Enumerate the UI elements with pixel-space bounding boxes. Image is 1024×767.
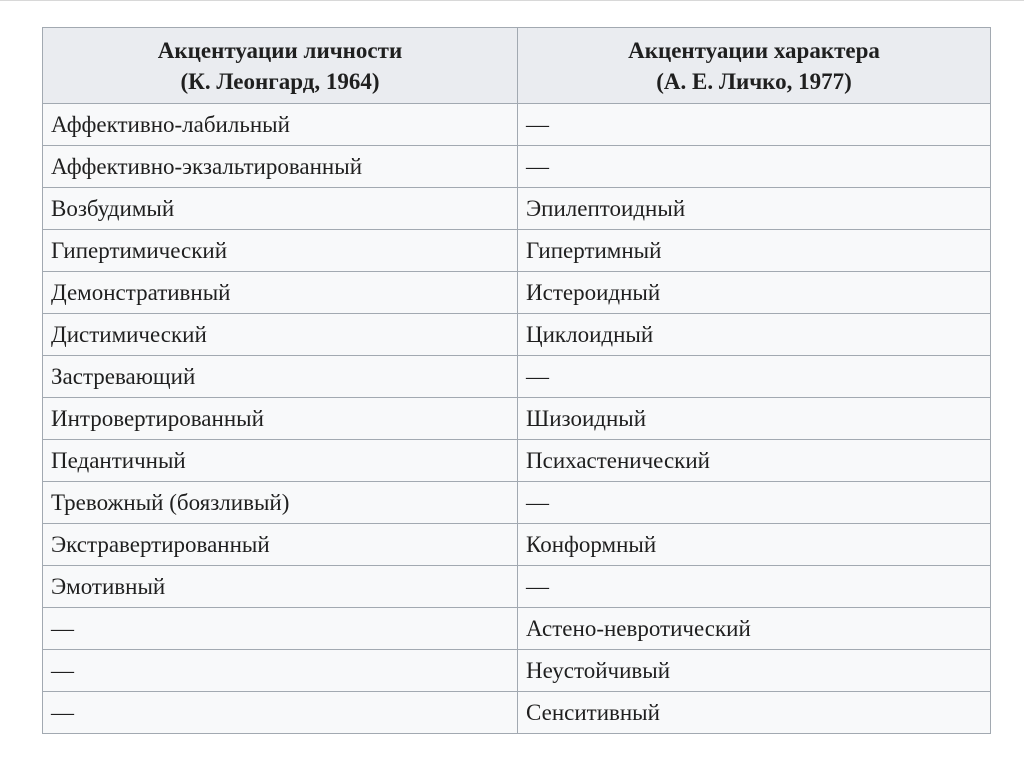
table-row <box>43 314 991 356</box>
table-row <box>43 482 991 524</box>
table-row <box>43 650 991 692</box>
table-row <box>43 692 991 734</box>
leonhard-cell: Экстравертированный <box>43 524 518 566</box>
table-row <box>43 230 991 272</box>
leonhard-cell: Возбудимый <box>43 188 518 230</box>
header-leonhard <box>43 28 518 104</box>
leonhard-cell: Застревающий <box>43 356 518 398</box>
table-row <box>43 356 991 398</box>
table-body <box>43 104 991 734</box>
header-row <box>43 28 991 104</box>
lichko-cell: Неустойчивый <box>518 650 991 692</box>
leonhard-cell: — <box>43 692 518 734</box>
table-header <box>43 28 991 104</box>
accentuations-comparison-table <box>42 27 991 734</box>
leonhard-cell: Аффективно-лабильный <box>43 104 518 146</box>
table-row <box>43 566 991 608</box>
table-row <box>43 398 991 440</box>
lichko-cell: Циклоидный <box>518 314 991 356</box>
header-lichko-title: Акцентуации характера <box>628 37 880 63</box>
header-leonhard-title: Акцентуации личности <box>157 37 403 63</box>
lichko-cell: Астено-невротический <box>518 608 991 650</box>
accentuations-table-container <box>42 27 990 734</box>
table-row <box>43 608 991 650</box>
leonhard-cell: Гипертимический <box>43 230 518 272</box>
lichko-cell: Конформный <box>518 524 991 566</box>
leonhard-cell: Дистимический <box>43 314 518 356</box>
leonhard-cell: Тревожный (боязливый) <box>43 482 518 524</box>
page-top-border <box>0 0 1024 1</box>
lichko-cell: — <box>518 146 991 188</box>
lichko-cell: — <box>518 104 991 146</box>
header-leonhard-source: (К. Леонгард, 1964) <box>180 68 380 94</box>
header-lichko-source: (А. Е. Личко, 1977) <box>656 68 852 94</box>
lichko-cell: — <box>518 482 991 524</box>
leonhard-cell: — <box>43 608 518 650</box>
table-row <box>43 524 991 566</box>
header-lichko <box>518 28 991 104</box>
table-row <box>43 104 991 146</box>
leonhard-cell: Демонстративный <box>43 272 518 314</box>
lichko-cell: Эпилептоидный <box>518 188 991 230</box>
leonhard-cell: Аффективно-экзальтированный <box>43 146 518 188</box>
lichko-cell: — <box>518 356 991 398</box>
lichko-cell: Психастенический <box>518 440 991 482</box>
lichko-cell: Шизоидный <box>518 398 991 440</box>
table-row <box>43 272 991 314</box>
lichko-cell: Гипертимный <box>518 230 991 272</box>
lichko-cell: — <box>518 566 991 608</box>
table-row <box>43 188 991 230</box>
table-row <box>43 440 991 482</box>
leonhard-cell: Интровертированный <box>43 398 518 440</box>
leonhard-cell: — <box>43 650 518 692</box>
table-row <box>43 146 991 188</box>
leonhard-cell: Педантичный <box>43 440 518 482</box>
lichko-cell: Истероидный <box>518 272 991 314</box>
leonhard-cell: Эмотивный <box>43 566 518 608</box>
lichko-cell: Сенситивный <box>518 692 991 734</box>
